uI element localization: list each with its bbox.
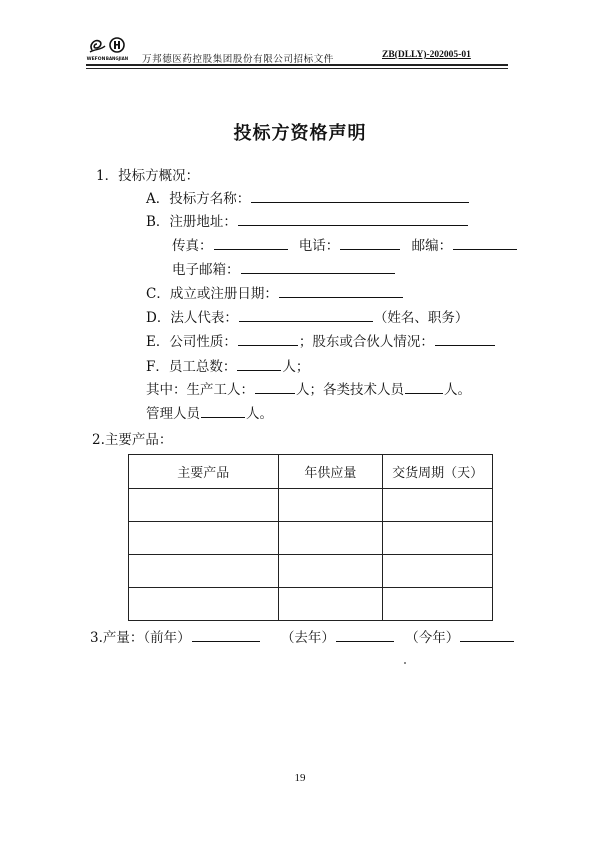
company-logo xyxy=(86,36,132,62)
legal-rep-note: （姓名、职务） xyxy=(373,310,469,326)
postcode-field[interactable] xyxy=(453,235,517,250)
tech-staff-label: 各类技术人员 xyxy=(323,382,404,398)
established-date-label: C．成立或注册日期： xyxy=(146,286,278,302)
tech-staff-field[interactable] xyxy=(405,379,443,394)
production-workers-field[interactable] xyxy=(255,379,295,394)
postcode-label: 邮编： xyxy=(411,238,453,254)
section1-heading: 1．投标方概况： xyxy=(96,168,200,184)
table-cell[interactable] xyxy=(383,489,493,522)
table-cell[interactable] xyxy=(129,522,279,555)
established-date-field[interactable] xyxy=(279,283,403,298)
staff-total-field[interactable] xyxy=(237,356,281,371)
row-legal-rep xyxy=(146,307,468,328)
staff-total-unit: 人； xyxy=(282,359,310,375)
partners-label: 股东或合伙人情况： xyxy=(312,334,434,350)
header-rule xyxy=(86,64,508,66)
table-cell[interactable] xyxy=(278,489,383,522)
legal-rep-label: D．法人代表： xyxy=(146,310,238,326)
output-this-year-field[interactable] xyxy=(460,627,514,642)
table-header-row xyxy=(129,455,493,489)
table-row xyxy=(129,555,493,588)
legal-rep-field[interactable] xyxy=(239,307,373,322)
bidder-name-field[interactable] xyxy=(251,188,469,203)
management-label: 管理人员 xyxy=(146,406,200,422)
management-field[interactable] xyxy=(201,403,245,418)
products-table xyxy=(128,454,493,621)
output-last-year-label: （去年） xyxy=(280,630,335,646)
table-cell[interactable] xyxy=(278,522,383,555)
bangjian-logo-icon xyxy=(110,38,124,52)
table-cell[interactable] xyxy=(129,588,279,621)
logo-left-text: WEFON xyxy=(86,57,106,62)
table-cell[interactable] xyxy=(129,489,279,522)
company-nature-sep: ； xyxy=(298,334,313,350)
row-bidder-name xyxy=(146,188,470,209)
management-unit: 人。 xyxy=(246,406,273,422)
company-nature-field[interactable] xyxy=(238,331,298,346)
table-row xyxy=(129,588,493,621)
table-row xyxy=(129,522,493,555)
row-established-date xyxy=(146,283,404,304)
row-company-nature xyxy=(146,331,496,352)
staff-total-label: F．员工总数： xyxy=(146,359,237,375)
table-cell[interactable] xyxy=(383,555,493,588)
production-workers-label: 其中：生产工人： xyxy=(146,382,254,398)
email-field[interactable] xyxy=(241,259,395,274)
registered-address-field[interactable] xyxy=(238,211,468,226)
row-staff-breakdown xyxy=(146,379,471,400)
column-header-product: 主要产品 xyxy=(129,455,279,489)
table-row xyxy=(129,489,493,522)
logo-right-text: BANGJIAN xyxy=(105,56,129,61)
row-output xyxy=(90,627,515,648)
page-title: 投标方资格声明 xyxy=(233,123,367,144)
phone-field[interactable] xyxy=(340,235,400,250)
tech-staff-unit: 人。 xyxy=(444,382,471,398)
scan-speck xyxy=(404,662,406,664)
table-cell[interactable] xyxy=(383,522,493,555)
section2-heading: 2.主要产品： xyxy=(92,432,173,448)
bidder-name-label: A．投标方名称： xyxy=(146,191,251,207)
header-rule-thin xyxy=(86,68,508,69)
registered-address-label: B．注册地址： xyxy=(146,214,237,230)
fax-label: 传真： xyxy=(172,238,213,254)
row-management xyxy=(146,403,273,424)
partners-field[interactable] xyxy=(435,331,495,346)
column-header-delivery-cycle: 交货周期（天） xyxy=(383,455,493,489)
table-cell[interactable] xyxy=(129,555,279,588)
output-last-year-field[interactable] xyxy=(336,627,394,642)
row-registered-address xyxy=(146,211,469,232)
header-company: 万邦德医药控股集团股份有限公司招标文件 xyxy=(142,54,334,65)
table-cell[interactable] xyxy=(383,588,493,621)
wefon-logo-icon xyxy=(90,41,105,52)
phone-label: 电话： xyxy=(298,238,340,254)
row-staff-total xyxy=(146,356,309,377)
row-email xyxy=(172,259,396,280)
email-label: 电子邮箱： xyxy=(172,262,240,278)
row-contact xyxy=(172,235,518,256)
column-header-annual-supply: 年供应量 xyxy=(278,455,383,489)
output-label: 3.产量：（前年） xyxy=(90,630,191,646)
page-number: 19 xyxy=(294,772,306,784)
header-document-code: ZB(DLLY)-202005-01 xyxy=(382,50,471,60)
table-cell[interactable] xyxy=(278,588,383,621)
fax-field[interactable] xyxy=(214,235,288,250)
production-workers-unit: 人； xyxy=(296,382,323,398)
output-prev-year-field[interactable] xyxy=(192,627,260,642)
output-this-year-label: （今年） xyxy=(405,630,460,646)
table-cell[interactable] xyxy=(278,555,383,588)
company-nature-label: E．公司性质： xyxy=(146,334,237,350)
